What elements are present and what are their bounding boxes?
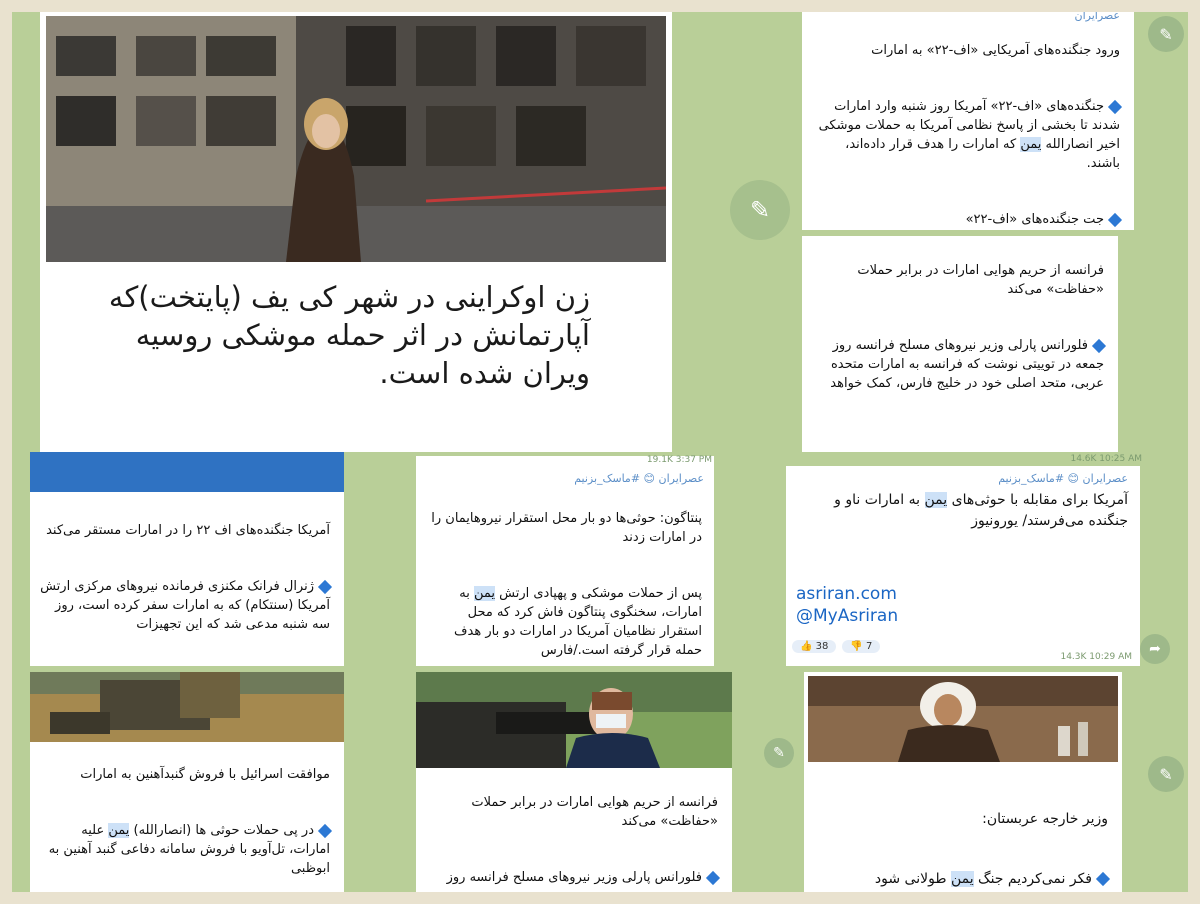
headline: فرانسه از حریم هوایی امارات در برابر حملات «حفاظت» می‌کند [471,795,718,829]
diamond-icon [1096,872,1110,886]
headline: موافقت اسرائیل با فروش گنبدآهنین به امارات [80,767,330,782]
body-text: فلورانس پارلی وزیر نیروهای مسلح فرانسه روز [426,868,718,887]
body-text: جنگنده‌های «اف-۲۲» آمریکا روز شنبه وارد امارات شدند تا بخشی از پاسخ نظامی آمریکا به حملات موشکی اخیر انصارالله یمن که امارات را هدف قرار داده‌اند، باشند. [812,97,1120,173]
pencil-icon: ✎ [773,745,785,761]
views-time-top: 19.1K 3:37 PM [646,455,712,465]
destroyed-building-photo [46,16,666,262]
ukraine-post [40,12,672,452]
iron-dome-post [30,672,344,892]
post-image-strip [30,452,344,492]
france-post-2 [416,672,732,892]
headline: ورود جنگنده‌های آمریکایی «اف-۲۲» به امارات [871,43,1120,58]
iron-dome-photo [30,672,344,742]
pencil-icon: ✎ [1159,764,1173,784]
diamond-icon [1108,99,1122,113]
f22-post [802,12,1134,230]
views-time: 14.6K 10:25 AM [1070,454,1142,464]
site-link[interactable]: asriran.com [796,584,897,604]
body-text: در پی حملات حوثی ها (انصارالله) یمن علیه امارات، تل‌آویو با فروش سامانه دفاعی گنبد آهنین به ابوظبی [40,821,330,878]
france-minister-photo [416,672,732,768]
body-text: فکر نمی‌کردیم جنگ یمن طولانی شود [814,869,1108,890]
channel-name: عصرایران 😊 #ماسک_بزنیم [574,472,704,485]
headline: آمریکا جنگنده‌های اف ۲۲ را در امارات مستقر می‌کند [46,523,330,538]
views-time: 14.3K 10:29 AM [1060,652,1132,662]
headline: آمریکا برای مقابله با حوثی‌های یمن به امارات ناو و جنگنده می‌فرستد/ یورونیوز [834,492,1128,529]
saudi-minister-photo [808,676,1118,762]
channel-link[interactable]: @MyAsriran [796,606,899,626]
thumbs-down-reaction[interactable]: 👎 7 [842,640,880,653]
pentagon-post [416,456,714,666]
body-text: ژنرال فرانک مکنزی فرمانده نیروهای مرکزی ارتش آمریکا (سنتکام) که به امارات سفر کرده است، روز سه شنبه مدعی شد که این تجهیزات [40,577,330,634]
edit-fab-1[interactable] [730,180,790,240]
body-text-2: جت جنگنده‌های «اف-۲۲» [812,210,1120,229]
diamond-icon [1092,338,1106,352]
channel-name: عصرایران 😊 #ماسک_بزنیم [998,472,1128,485]
channel-name: عصرایران [1074,12,1120,22]
saudi-minister-post [804,672,1122,892]
body-text: فلورانس پارلی وزیر نیروهای مسلح فرانسه روز جمعه در توییتی نوشت که فرانسه به امارات متحده عربی، متحد اصلی خود در خلیج فارس، کمک خواهد [812,336,1104,393]
ukraine-caption: زن اوکراینی در شهر کی یف (پایتخت)که آپارتمانش در اثر حمله موشکی روسیه ویران شده است. [108,280,590,390]
pencil-icon: ✎ [1159,24,1173,44]
diamond-icon [318,579,332,593]
headline: پنتاگون: حوثی‌ها دو بار محل استقرار نیروهایمان را در امارات زدند [431,511,702,545]
collage-frame [12,12,1188,892]
pencil-icon: ✎ [749,196,771,224]
share-fab[interactable] [1140,634,1170,664]
edit-fab-3[interactable] [764,738,794,768]
france-post-1 [802,236,1118,452]
f22-deploy-post [30,452,344,666]
thumbs-up-reaction[interactable]: 👍 38 [792,640,836,653]
edit-fab-2[interactable] [1148,16,1184,52]
diamond-icon [706,870,720,884]
headline: وزیر خارجه عربستان: [982,811,1108,827]
edit-fab-4[interactable] [1148,756,1184,792]
diamond-icon [318,823,332,837]
diamond-icon [1108,212,1122,226]
us-ship-post [786,466,1140,666]
body-text: پس از حملات موشکی و پهپادی ارتش یمن به امارات، سخنگوی پنتاگون فاش کرد که محل استقرار نظامیان آمریکا در امارات دو بار هدف حمله قرار گرفته است./فارس [454,586,702,658]
headline: فرانسه از حریم هوایی امارات در برابر حملات «حفاظت» می‌کند [857,263,1104,297]
share-icon: ➦ [1149,641,1161,657]
